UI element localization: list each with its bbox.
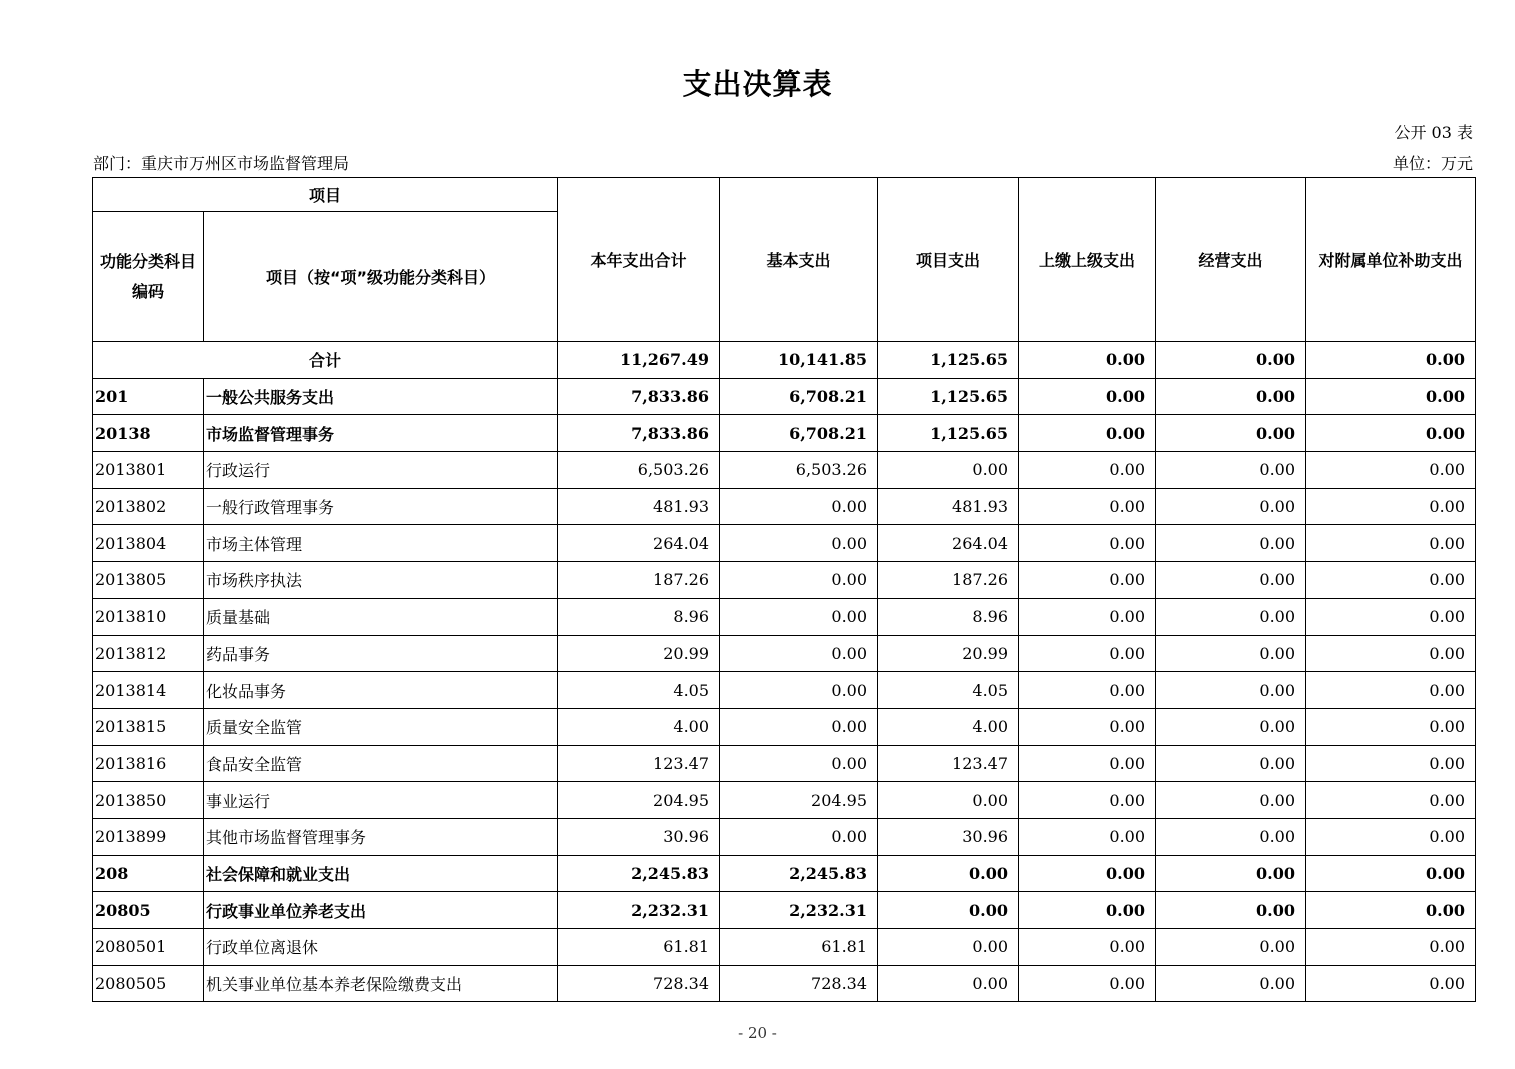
cell-total: 2,245.83 bbox=[558, 855, 720, 892]
cell-total: 264.04 bbox=[558, 525, 720, 562]
cell-code: 2013805 bbox=[93, 562, 204, 599]
cell-project: 0.00 bbox=[878, 892, 1019, 929]
table-row bbox=[93, 782, 1476, 819]
expenditure-table bbox=[92, 177, 1476, 1002]
cell-name: 市场主体管理 bbox=[204, 525, 558, 562]
cell-name: 一般行政管理事务 bbox=[204, 488, 558, 525]
cell-subsidy: 0.00 bbox=[1306, 745, 1476, 782]
cell-subsidy: 0.00 bbox=[1306, 672, 1476, 709]
cell-upper: 0.00 bbox=[1019, 855, 1156, 892]
cell-subsidy: 0.00 bbox=[1306, 378, 1476, 415]
cell-total: 20.99 bbox=[558, 635, 720, 672]
cell-total: 30.96 bbox=[558, 818, 720, 855]
header-total: 本年支出合计 bbox=[558, 178, 720, 342]
cell-code: 20138 bbox=[93, 415, 204, 452]
cell-operating: 0.00 bbox=[1156, 855, 1306, 892]
cell-project: 20.99 bbox=[878, 635, 1019, 672]
cell-total: 728.34 bbox=[558, 965, 720, 1002]
cell-operating: 0.00 bbox=[1156, 818, 1306, 855]
header-basic: 基本支出 bbox=[720, 178, 878, 342]
cell-total: 7,833.86 bbox=[558, 415, 720, 452]
cell-code: 2013815 bbox=[93, 708, 204, 745]
table-row bbox=[93, 855, 1476, 892]
cell-upper: 0.00 bbox=[1019, 929, 1156, 966]
table-row bbox=[93, 929, 1476, 966]
cell-operating: 0.00 bbox=[1156, 415, 1306, 452]
table-row bbox=[93, 562, 1476, 599]
cell-total: 481.93 bbox=[558, 488, 720, 525]
cell-upper: 0.00 bbox=[1019, 415, 1156, 452]
total-row bbox=[93, 342, 1476, 379]
cell-project: 123.47 bbox=[878, 745, 1019, 782]
header-code: 功能分类科目编码 bbox=[93, 212, 204, 342]
cell-name: 行政运行 bbox=[204, 452, 558, 489]
cell-upper: 0.00 bbox=[1019, 635, 1156, 672]
cell-code: 2080505 bbox=[93, 965, 204, 1002]
cell-name: 事业运行 bbox=[204, 782, 558, 819]
cell-subsidy: 0.00 bbox=[1306, 855, 1476, 892]
table-row bbox=[93, 965, 1476, 1002]
cell-name: 食品安全监管 bbox=[204, 745, 558, 782]
cell-operating: 0.00 bbox=[1156, 708, 1306, 745]
cell-project: 0.00 bbox=[878, 929, 1019, 966]
cell-code: 2013812 bbox=[93, 635, 204, 672]
cell-total: 123.47 bbox=[558, 745, 720, 782]
cell-total: 8.96 bbox=[558, 598, 720, 635]
table-row bbox=[93, 415, 1476, 452]
table-row bbox=[93, 378, 1476, 415]
total-cell-subsidy: 0.00 bbox=[1306, 342, 1476, 379]
cell-total: 4.00 bbox=[558, 708, 720, 745]
cell-basic: 6,503.26 bbox=[720, 452, 878, 489]
total-label: 合计 bbox=[93, 342, 558, 379]
cell-basic: 204.95 bbox=[720, 782, 878, 819]
cell-name: 行政事业单位养老支出 bbox=[204, 892, 558, 929]
table-row bbox=[93, 672, 1476, 709]
cell-basic: 728.34 bbox=[720, 965, 878, 1002]
cell-name: 质量安全监管 bbox=[204, 708, 558, 745]
cell-total: 6,503.26 bbox=[558, 452, 720, 489]
cell-project: 30.96 bbox=[878, 818, 1019, 855]
cell-name: 一般公共服务支出 bbox=[204, 378, 558, 415]
cell-basic: 6,708.21 bbox=[720, 415, 878, 452]
page-number: - 20 - bbox=[738, 1024, 777, 1042]
cell-project: 1,125.65 bbox=[878, 378, 1019, 415]
cell-total: 7,833.86 bbox=[558, 378, 720, 415]
cell-operating: 0.00 bbox=[1156, 598, 1306, 635]
cell-subsidy: 0.00 bbox=[1306, 635, 1476, 672]
cell-operating: 0.00 bbox=[1156, 745, 1306, 782]
cell-subsidy: 0.00 bbox=[1306, 892, 1476, 929]
cell-upper: 0.00 bbox=[1019, 562, 1156, 599]
cell-upper: 0.00 bbox=[1019, 708, 1156, 745]
header-project: 项目支出 bbox=[878, 178, 1019, 342]
cell-basic: 2,245.83 bbox=[720, 855, 878, 892]
cell-upper: 0.00 bbox=[1019, 525, 1156, 562]
cell-operating: 0.00 bbox=[1156, 965, 1306, 1002]
unit-label: 单位：万元 bbox=[1392, 154, 1473, 173]
cell-basic: 0.00 bbox=[720, 708, 878, 745]
cell-basic: 6,708.21 bbox=[720, 378, 878, 415]
cell-operating: 0.00 bbox=[1156, 378, 1306, 415]
cell-code: 2013850 bbox=[93, 782, 204, 819]
total-cell-basic: 10,141.85 bbox=[720, 342, 878, 379]
cell-operating: 0.00 bbox=[1156, 488, 1306, 525]
cell-name: 机关事业单位基本养老保险缴费支出 bbox=[204, 965, 558, 1002]
cell-operating: 0.00 bbox=[1156, 452, 1306, 489]
total-cell-project: 1,125.65 bbox=[878, 342, 1019, 379]
cell-project: 0.00 bbox=[878, 965, 1019, 1002]
cell-code: 2013801 bbox=[93, 452, 204, 489]
cell-subsidy: 0.00 bbox=[1306, 782, 1476, 819]
cell-upper: 0.00 bbox=[1019, 452, 1156, 489]
table-row bbox=[93, 745, 1476, 782]
cell-name: 社会保障和就业支出 bbox=[204, 855, 558, 892]
cell-operating: 0.00 bbox=[1156, 635, 1306, 672]
cell-total: 204.95 bbox=[558, 782, 720, 819]
table-row bbox=[93, 525, 1476, 562]
cell-subsidy: 0.00 bbox=[1306, 598, 1476, 635]
cell-subsidy: 0.00 bbox=[1306, 929, 1476, 966]
cell-project: 187.26 bbox=[878, 562, 1019, 599]
cell-project: 4.05 bbox=[878, 672, 1019, 709]
cell-subsidy: 0.00 bbox=[1306, 965, 1476, 1002]
table-row bbox=[93, 708, 1476, 745]
cell-code: 201 bbox=[93, 378, 204, 415]
cell-upper: 0.00 bbox=[1019, 672, 1156, 709]
cell-basic: 0.00 bbox=[720, 818, 878, 855]
cell-subsidy: 0.00 bbox=[1306, 562, 1476, 599]
cell-upper: 0.00 bbox=[1019, 745, 1156, 782]
total-cell-total: 11,267.49 bbox=[558, 342, 720, 379]
cell-project: 8.96 bbox=[878, 598, 1019, 635]
header-operating: 经营支出 bbox=[1156, 178, 1306, 342]
header-item-group: 项目 bbox=[93, 178, 558, 212]
cell-project: 1,125.65 bbox=[878, 415, 1019, 452]
table-row bbox=[93, 488, 1476, 525]
total-cell-operating: 0.00 bbox=[1156, 342, 1306, 379]
cell-name: 行政单位离退休 bbox=[204, 929, 558, 966]
cell-project: 0.00 bbox=[878, 452, 1019, 489]
cell-upper: 0.00 bbox=[1019, 892, 1156, 929]
table-row bbox=[93, 892, 1476, 929]
form-number: 公开 03 表 bbox=[1394, 123, 1473, 142]
cell-basic: 0.00 bbox=[720, 525, 878, 562]
cell-operating: 0.00 bbox=[1156, 892, 1306, 929]
cell-upper: 0.00 bbox=[1019, 818, 1156, 855]
cell-total: 187.26 bbox=[558, 562, 720, 599]
cell-upper: 0.00 bbox=[1019, 782, 1156, 819]
cell-basic: 0.00 bbox=[720, 672, 878, 709]
cell-total: 2,232.31 bbox=[558, 892, 720, 929]
page-title: 支出决算表 bbox=[682, 67, 833, 101]
cell-code: 2080501 bbox=[93, 929, 204, 966]
cell-project: 481.93 bbox=[878, 488, 1019, 525]
cell-operating: 0.00 bbox=[1156, 525, 1306, 562]
cell-subsidy: 0.00 bbox=[1306, 488, 1476, 525]
cell-basic: 0.00 bbox=[720, 562, 878, 599]
cell-basic: 0.00 bbox=[720, 635, 878, 672]
header-name: 项目（按“项”级功能分类科目） bbox=[204, 212, 558, 342]
table-row bbox=[93, 635, 1476, 672]
cell-operating: 0.00 bbox=[1156, 782, 1306, 819]
cell-operating: 0.00 bbox=[1156, 929, 1306, 966]
cell-code: 2013814 bbox=[93, 672, 204, 709]
cell-code: 2013802 bbox=[93, 488, 204, 525]
header-upper: 上缴上级支出 bbox=[1019, 178, 1156, 342]
cell-project: 264.04 bbox=[878, 525, 1019, 562]
cell-project: 0.00 bbox=[878, 782, 1019, 819]
cell-basic: 61.81 bbox=[720, 929, 878, 966]
cell-code: 2013899 bbox=[93, 818, 204, 855]
cell-upper: 0.00 bbox=[1019, 965, 1156, 1002]
cell-subsidy: 0.00 bbox=[1306, 452, 1476, 489]
cell-name: 其他市场监督管理事务 bbox=[204, 818, 558, 855]
cell-upper: 0.00 bbox=[1019, 378, 1156, 415]
cell-upper: 0.00 bbox=[1019, 598, 1156, 635]
cell-name: 市场秩序执法 bbox=[204, 562, 558, 599]
cell-upper: 0.00 bbox=[1019, 488, 1156, 525]
cell-basic: 2,232.31 bbox=[720, 892, 878, 929]
cell-code: 2013804 bbox=[93, 525, 204, 562]
cell-basic: 0.00 bbox=[720, 488, 878, 525]
cell-code: 208 bbox=[93, 855, 204, 892]
cell-project: 0.00 bbox=[878, 855, 1019, 892]
cell-total: 4.05 bbox=[558, 672, 720, 709]
cell-subsidy: 0.00 bbox=[1306, 525, 1476, 562]
department-label: 部门：重庆市万州区市场监督管理局 bbox=[93, 154, 350, 173]
cell-name: 市场监督管理事务 bbox=[204, 415, 558, 452]
table-row bbox=[93, 452, 1476, 489]
table-row bbox=[93, 818, 1476, 855]
table-row bbox=[93, 598, 1476, 635]
cell-operating: 0.00 bbox=[1156, 672, 1306, 709]
cell-operating: 0.00 bbox=[1156, 562, 1306, 599]
cell-code: 20805 bbox=[93, 892, 204, 929]
cell-subsidy: 0.00 bbox=[1306, 708, 1476, 745]
cell-code: 2013810 bbox=[93, 598, 204, 635]
cell-basic: 0.00 bbox=[720, 745, 878, 782]
cell-name: 药品事务 bbox=[204, 635, 558, 672]
cell-total: 61.81 bbox=[558, 929, 720, 966]
header-subsidy: 对附属单位补助支出 bbox=[1306, 178, 1476, 342]
cell-basic: 0.00 bbox=[720, 598, 878, 635]
cell-name: 化妆品事务 bbox=[204, 672, 558, 709]
cell-name: 质量基础 bbox=[204, 598, 558, 635]
total-cell-upper: 0.00 bbox=[1019, 342, 1156, 379]
cell-subsidy: 0.00 bbox=[1306, 415, 1476, 452]
cell-project: 4.00 bbox=[878, 708, 1019, 745]
cell-code: 2013816 bbox=[93, 745, 204, 782]
cell-subsidy: 0.00 bbox=[1306, 818, 1476, 855]
